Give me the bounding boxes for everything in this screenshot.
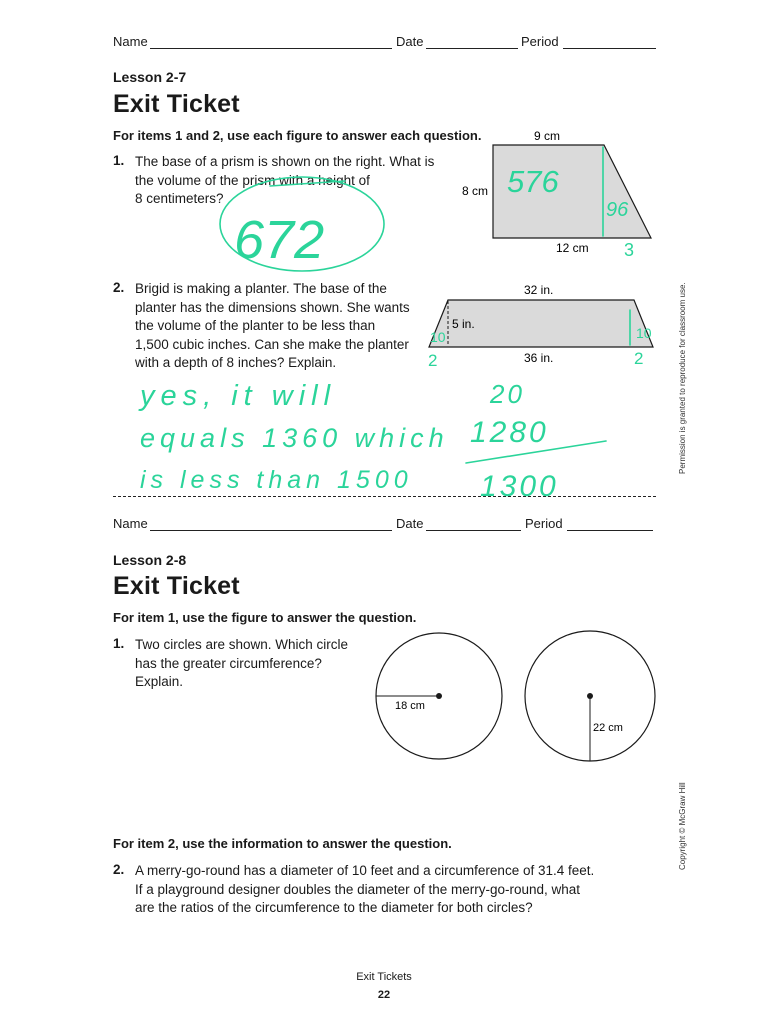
handwritten-area: 576 xyxy=(507,164,559,199)
question-number: 2. xyxy=(113,280,125,295)
dim-height: 5 in. xyxy=(452,317,475,331)
question-1-text: The base of a prism is shown on the right. What is the volume of the prism with a height of 8 centimeters? xyxy=(135,154,435,206)
footer-label: Exit Tickets xyxy=(356,971,412,983)
period-label: Period xyxy=(525,516,563,531)
cut-line-divider xyxy=(113,496,656,497)
handwritten-answer-line-3: is less than 1500 xyxy=(140,466,413,494)
circle-2-label: 22 cm xyxy=(593,722,623,734)
handwritten-left-b: 2 xyxy=(428,351,438,370)
name-label: Name xyxy=(113,516,148,531)
permission-note: Permission is granted to reproduce for classroom use. xyxy=(678,282,687,474)
period-label: Period xyxy=(521,34,559,49)
question-number: 2. xyxy=(113,862,125,877)
planter-trapezoid-figure xyxy=(0,270,768,510)
question-number: 1. xyxy=(113,636,125,651)
dim-side: 8 cm xyxy=(462,184,489,198)
dim-bottom: 36 in. xyxy=(524,351,554,365)
question-2-text: A merry-go-round has a diameter of 10 feet and a circumference of 31.4 feet. If a playground designer doubles the diameter of the merry-go-round, what are the ratios of the circumference to the diameter for both circles? xyxy=(135,863,595,915)
lesson-label: Lesson 2-8 xyxy=(113,552,187,568)
handwritten-part: 96 xyxy=(606,199,629,221)
handwritten-answer-line-1: yes, it will xyxy=(140,380,337,412)
circle-1-center xyxy=(436,693,442,699)
instructions: For item 2, use the information to answer the question. xyxy=(113,836,452,851)
instructions: For items 1 and 2, use each figure to answer each question. xyxy=(113,128,482,143)
name-line[interactable] xyxy=(150,530,392,531)
handwritten-strike xyxy=(270,181,345,186)
handwritten-right-a: 10 xyxy=(636,325,652,341)
lesson-label: Lesson 2-7 xyxy=(113,69,187,85)
period-line[interactable] xyxy=(567,530,653,531)
dim-top: 9 cm xyxy=(534,129,561,143)
handwritten-calc-3: 1300 xyxy=(480,470,559,503)
instructions: For item 1, use the figure to answer the question. xyxy=(113,610,417,625)
handwritten-right-b: 2 xyxy=(634,349,644,368)
name-label: Name xyxy=(113,34,148,49)
date-label: Date xyxy=(396,516,424,531)
handwritten-answer-line-2: equals 1360 which xyxy=(140,423,449,453)
trapezoid-figure-q1 xyxy=(0,0,768,280)
handwritten-answer: 672 xyxy=(234,210,325,270)
handwritten-calc-1: 20 xyxy=(490,379,525,409)
page-number: 22 xyxy=(377,989,391,1001)
date-label: Date xyxy=(396,34,424,49)
copyright-note: Copyright © McGraw Hill xyxy=(678,782,687,870)
question-number: 1. xyxy=(113,153,125,168)
date-line[interactable] xyxy=(426,530,521,531)
circle-2-center xyxy=(587,693,593,699)
dim-bottom: 12 cm xyxy=(556,241,589,255)
handwritten-calc-2: 1280 xyxy=(470,416,549,449)
question-2-text: Brigid is making a planter. The base of the planter has the dimensions shown. She wants the volume of the planter to be less than 1,500 cubic inches. Can she make the planter with a depth of 8 inches? Explain. xyxy=(135,281,410,370)
dim-top: 32 in. xyxy=(524,283,554,297)
page-title: Exit Ticket xyxy=(113,572,240,600)
question-1-text: Two circles are shown. Which circle has the greater circumference? Explain. xyxy=(135,637,349,689)
handwritten-extra: 3 xyxy=(624,240,635,260)
page-title: Exit Ticket xyxy=(113,90,240,118)
handwritten-left-a: 10 xyxy=(430,329,446,345)
two-circles-figure xyxy=(360,620,660,770)
circle-1-label: 18 cm xyxy=(395,700,425,712)
